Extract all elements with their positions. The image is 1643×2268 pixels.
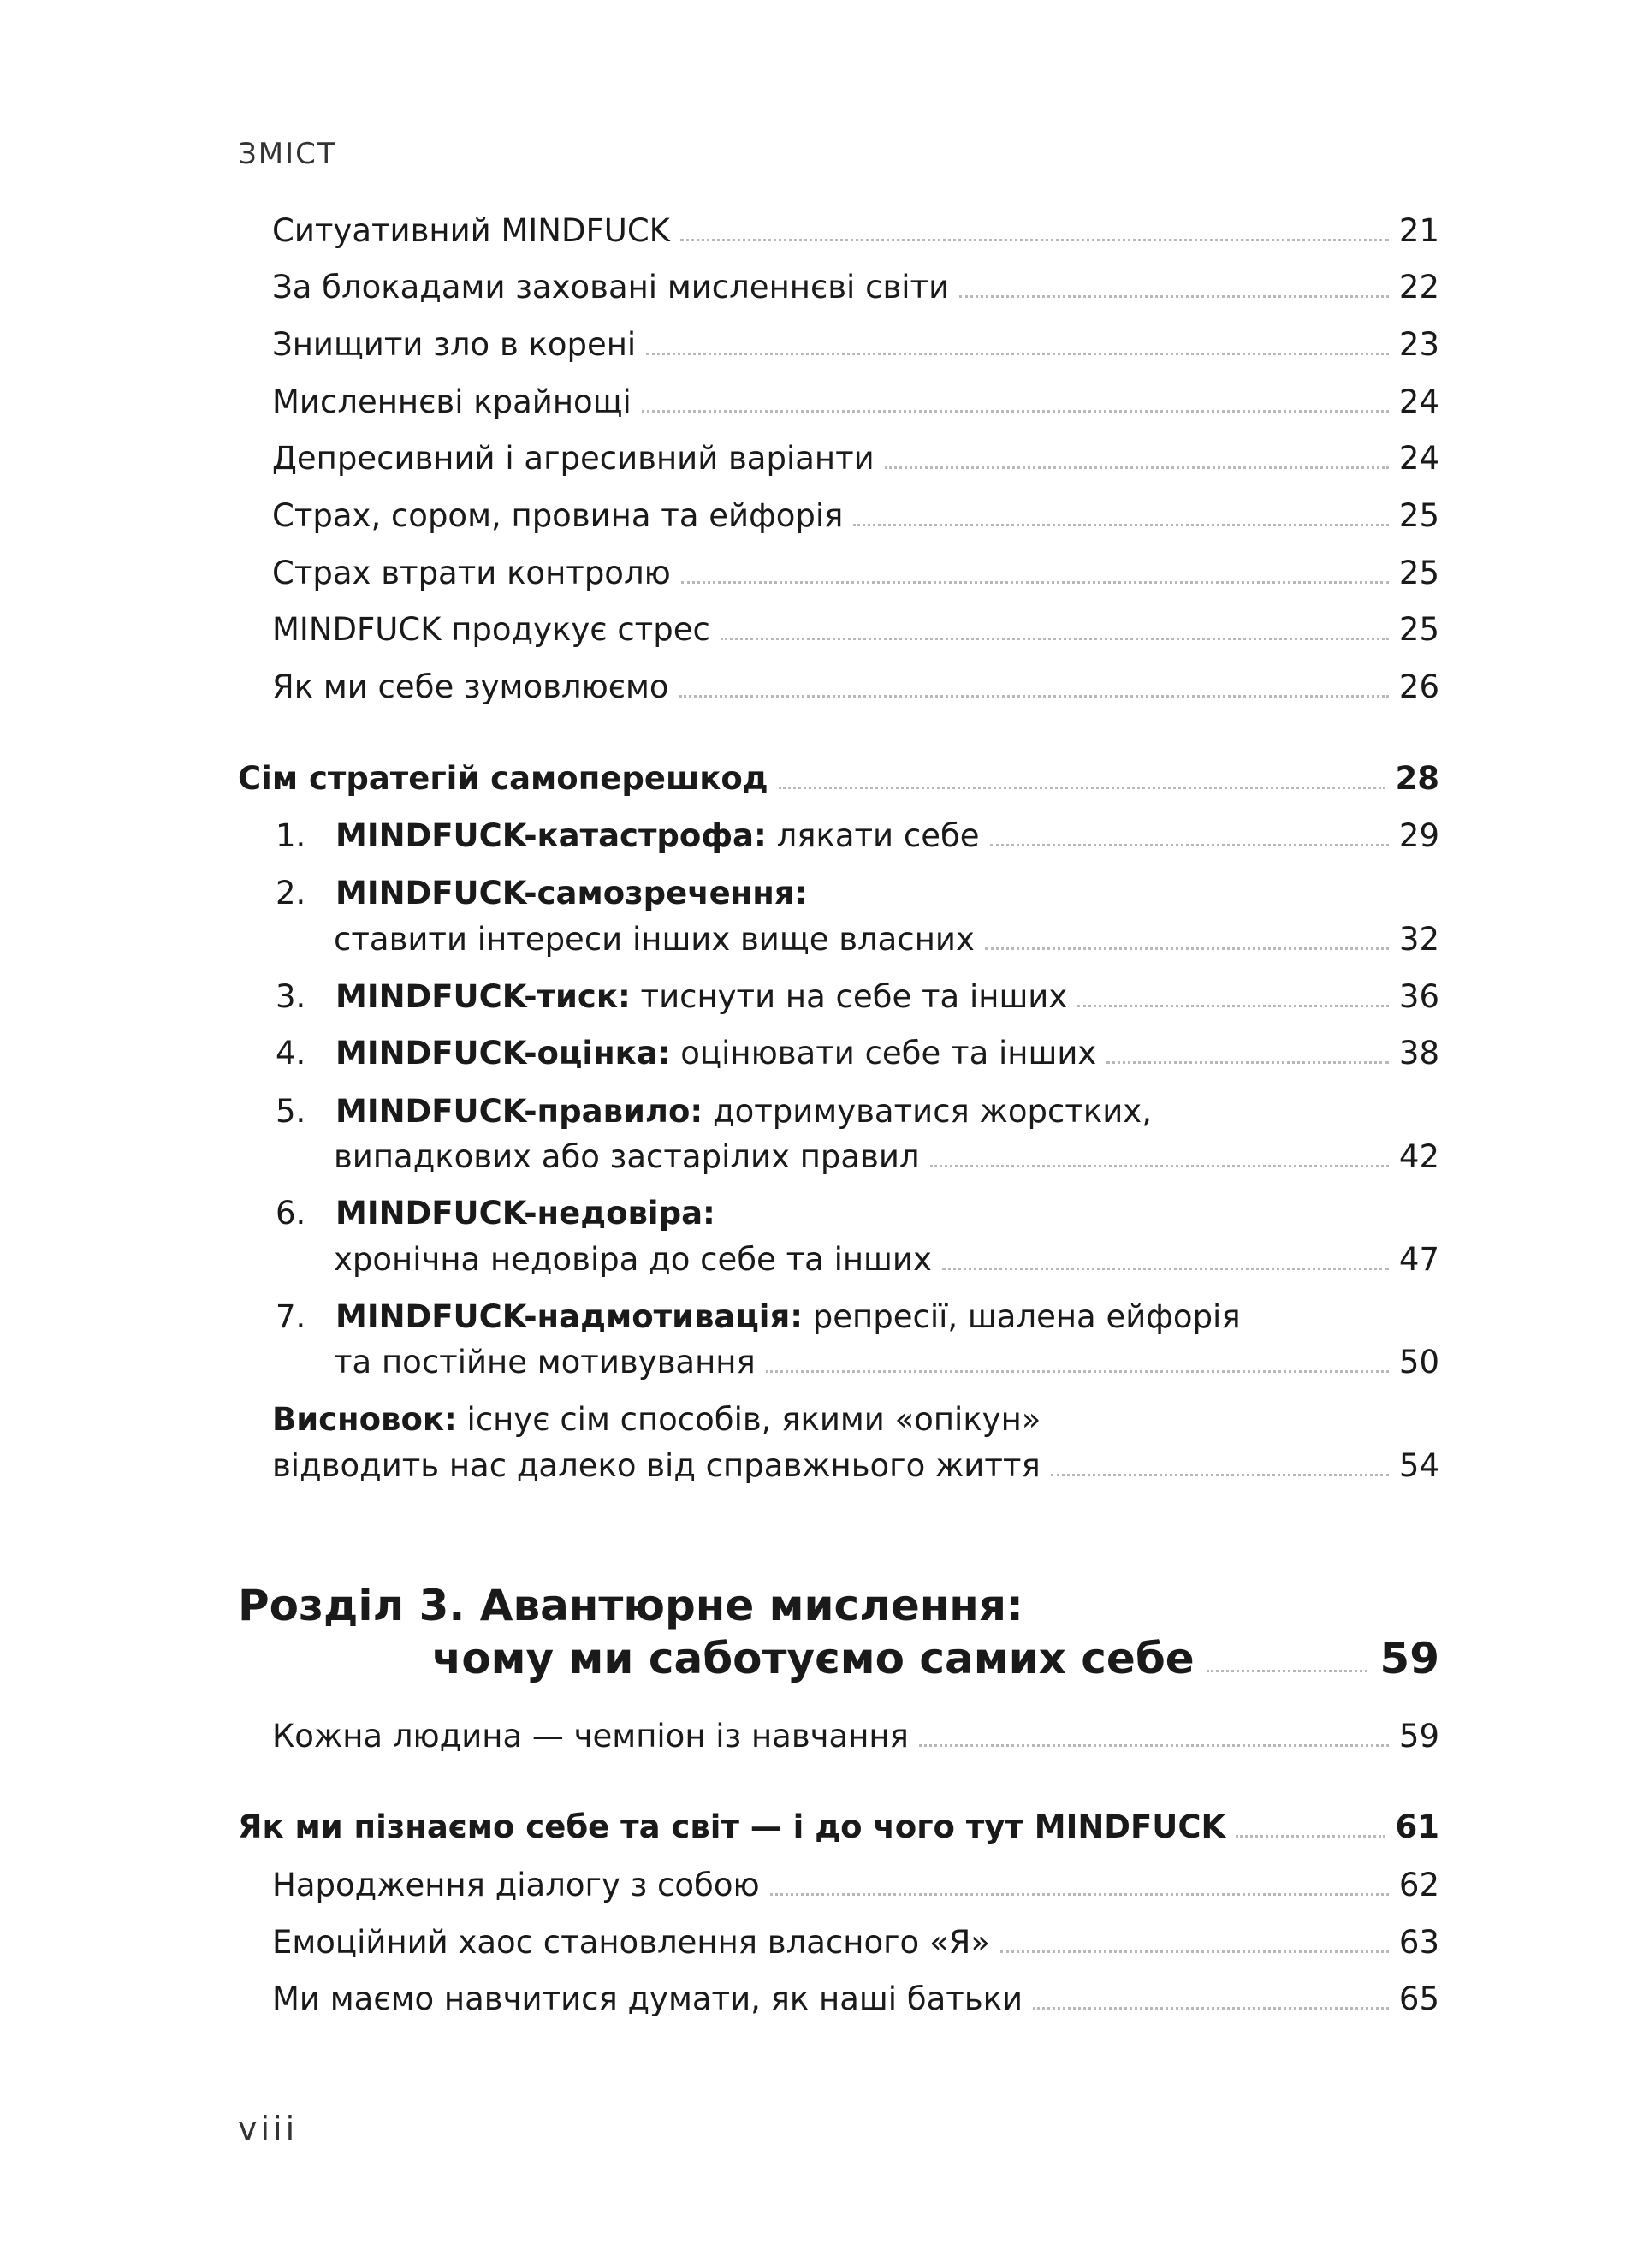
dot-leader: [766, 1370, 1389, 1373]
item-number: 7.: [276, 1298, 306, 1335]
dot-leader: [959, 295, 1389, 298]
toc-page-number: 25: [1398, 497, 1439, 534]
dot-leader: [853, 524, 1389, 526]
toc-entry[interactable]: [272, 437, 1439, 480]
toc-entry[interactable]: [272, 1715, 1439, 1758]
dot-leader: [779, 787, 1385, 789]
toc-entry[interactable]: [272, 1921, 1439, 1964]
page-number: viii: [238, 2110, 299, 2147]
toc-page-number: 25: [1398, 555, 1439, 591]
toc-entry-first-line[interactable]: [272, 1398, 1041, 1441]
item-number: 3.: [276, 978, 306, 1015]
chapter-title[interactable]: Розділ 3. Авантюрне мислення:: [238, 1581, 1023, 1630]
toc-page-number: 59: [1398, 1718, 1439, 1754]
toc-entry-title: [276, 815, 980, 858]
toc-page-number: 50: [1398, 1344, 1439, 1380]
item-term: MINDFUCK-недовіра:: [335, 1195, 715, 1232]
toc-entry-title: хронічна недовіра до себе та інших: [334, 1241, 932, 1278]
dot-leader: [642, 410, 1389, 413]
item-term: MINDFUCK-тиск:: [335, 978, 631, 1015]
item-term: MINDFUCK-надмотивація:: [335, 1298, 804, 1335]
toc-page-number: 23: [1398, 326, 1439, 363]
item-number: 5.: [276, 1093, 306, 1130]
toc-entry-title: MINDFUCK продукує стрес: [272, 611, 710, 648]
toc-entry-title: Кожна людина — чемпіон із навчання: [272, 1718, 909, 1754]
toc-entry-title: Ситуативний MINDFUCK: [272, 212, 670, 249]
toc-entry-first-line[interactable]: [276, 872, 807, 915]
toc-entry-first-line[interactable]: [276, 1296, 1241, 1339]
toc-entry-title: ставити інтереси інших вище власних: [334, 921, 975, 958]
dot-leader: [990, 844, 1389, 846]
dot-leader: [1000, 1950, 1389, 1953]
item-term: MINDFUCK-самозречення:: [335, 875, 808, 911]
toc-entry[interactable]: [272, 381, 1439, 424]
dot-leader: [1051, 1474, 1389, 1476]
toc-page-number: 22: [1398, 269, 1439, 306]
toc-entry[interactable]: [276, 815, 1439, 858]
item-text: тиснути на себе та інших: [630, 978, 1068, 1015]
toc-entry-title: випадкових або застарілих правил: [334, 1138, 920, 1175]
toc-entry[interactable]: [272, 666, 1439, 709]
dot-leader: [885, 466, 1389, 469]
dot-leader: [679, 695, 1389, 698]
dot-leader: [680, 239, 1389, 241]
dot-leader: [1033, 2007, 1389, 2010]
toc-page-number: 62: [1398, 1867, 1439, 1903]
chapter-subtitle: чому ми саботуємо самих себе: [432, 1634, 1195, 1683]
toc-entry-title: Як ми себе зумовлюємо: [272, 668, 669, 705]
toc-page-number: 25: [1398, 611, 1439, 648]
toc-entry[interactable]: [276, 976, 1439, 1018]
toc-entry[interactable]: [334, 1238, 1439, 1281]
toc-entry-title: Ми маємо навчитися думати, як наші батьки: [272, 1980, 1023, 2017]
dot-leader: [1077, 1005, 1389, 1007]
toc-page-number: 47: [1398, 1241, 1439, 1278]
toc-page-number: 59: [1379, 1634, 1439, 1683]
dot-leader: [1207, 1670, 1368, 1672]
toc-page-number: 54: [1398, 1447, 1439, 1484]
toc-page-number: 63: [1398, 1924, 1439, 1961]
toc-page-number: 61: [1395, 1808, 1439, 1845]
item-term: MINDFUCK-правило:: [335, 1093, 703, 1130]
toc-entry-first-line[interactable]: [276, 1090, 1152, 1133]
toc-entry-title: та постійне мотивування: [334, 1344, 756, 1380]
item-term: MINDFUCK-катастрофа:: [335, 817, 767, 854]
item-text: дотримуватися жорстких,: [703, 1093, 1152, 1130]
toc-entry[interactable]: [272, 210, 1439, 252]
dot-leader: [942, 1268, 1389, 1270]
toc-entry[interactable]: [334, 918, 1439, 961]
toc-entry[interactable]: [272, 266, 1439, 309]
toc-page-number: 65: [1398, 1980, 1439, 2017]
item-term: MINDFUCK-оцінка:: [335, 1035, 671, 1072]
toc-entry-title: За блокадами заховані мисленнєві світи: [272, 269, 950, 306]
toc-entry-title: Сім стратегій самоперешкод: [238, 760, 768, 797]
toc-page-number: 38: [1398, 1035, 1439, 1072]
toc-entry-title: Як ми пізнаємо себе та світ — і до чого тут MINDFUCK: [238, 1808, 1226, 1845]
toc-entry[interactable]: [272, 1864, 1439, 1907]
toc-entry-title: Народження діалогу з собою: [272, 1867, 760, 1903]
toc-page-number: 24: [1398, 440, 1439, 477]
toc-page-number: 24: [1398, 383, 1439, 420]
toc-page-number: 32: [1398, 921, 1439, 958]
dot-leader: [985, 947, 1389, 950]
toc-entry-title: [276, 976, 1067, 1018]
toc-entry[interactable]: [272, 495, 1439, 537]
toc-section-heading[interactable]: [238, 757, 1439, 800]
dot-leader: [930, 1165, 1389, 1167]
toc-entry[interactable]: [272, 1445, 1439, 1487]
toc-page-number: 28: [1395, 760, 1439, 797]
dot-leader: [721, 638, 1389, 640]
item-number: 4.: [276, 1035, 306, 1072]
item-number: 1.: [276, 817, 306, 854]
toc-entry[interactable]: [272, 1978, 1439, 2021]
toc-entry-first-line[interactable]: [276, 1192, 715, 1235]
chapter-title-entry[interactable]: [432, 1631, 1439, 1686]
toc-entry[interactable]: [334, 1341, 1439, 1384]
toc-section-heading[interactable]: [238, 1806, 1439, 1849]
dot-leader: [919, 1744, 1389, 1747]
toc-entry[interactable]: [272, 552, 1439, 595]
toc-entry-title: Мисленнєві крайнощі: [272, 383, 632, 420]
item-term: Висновок:: [272, 1401, 457, 1438]
toc-entry-title: Депресивний і агресивний варіанти: [272, 440, 875, 477]
dot-leader: [770, 1893, 1389, 1896]
toc-page-number: 29: [1398, 817, 1439, 854]
toc-page-number: 42: [1398, 1138, 1439, 1175]
toc-entry-title: Емоційний хаос становлення власного «Я»: [272, 1924, 990, 1961]
toc-entry[interactable]: [334, 1136, 1439, 1179]
toc-entry[interactable]: [272, 609, 1439, 651]
toc-entry[interactable]: [276, 1032, 1439, 1075]
running-head: ЗМІСТ: [238, 137, 337, 171]
dot-leader: [681, 581, 1389, 584]
dot-leader: [1236, 1835, 1385, 1838]
toc-page-number: 36: [1398, 978, 1439, 1015]
item-text: існує сім способів, якими «опікун»: [456, 1401, 1041, 1438]
toc-entry-title: Знищити зло в корені: [272, 326, 637, 363]
item-text: репресії, шалена ейфорія: [803, 1298, 1241, 1335]
item-number: 2.: [276, 875, 306, 911]
toc-page-number: 26: [1398, 668, 1439, 705]
toc-entry-title: Страх, сором, провина та ейфорія: [272, 497, 844, 534]
toc-page-number: 21: [1398, 212, 1439, 249]
item-text: лякати себе: [766, 817, 980, 854]
item-number: 6.: [276, 1195, 306, 1232]
toc-entry-title: [276, 1032, 1096, 1075]
toc-entry-title: Страх втрати контролю: [272, 555, 671, 591]
toc-entry-title: відводить нас далеко від справжнього життя: [272, 1447, 1041, 1484]
dot-leader: [646, 353, 1389, 355]
dot-leader: [1106, 1061, 1389, 1064]
toc-entry[interactable]: [272, 324, 1439, 366]
item-text: оцінювати себе та інших: [670, 1035, 1097, 1072]
